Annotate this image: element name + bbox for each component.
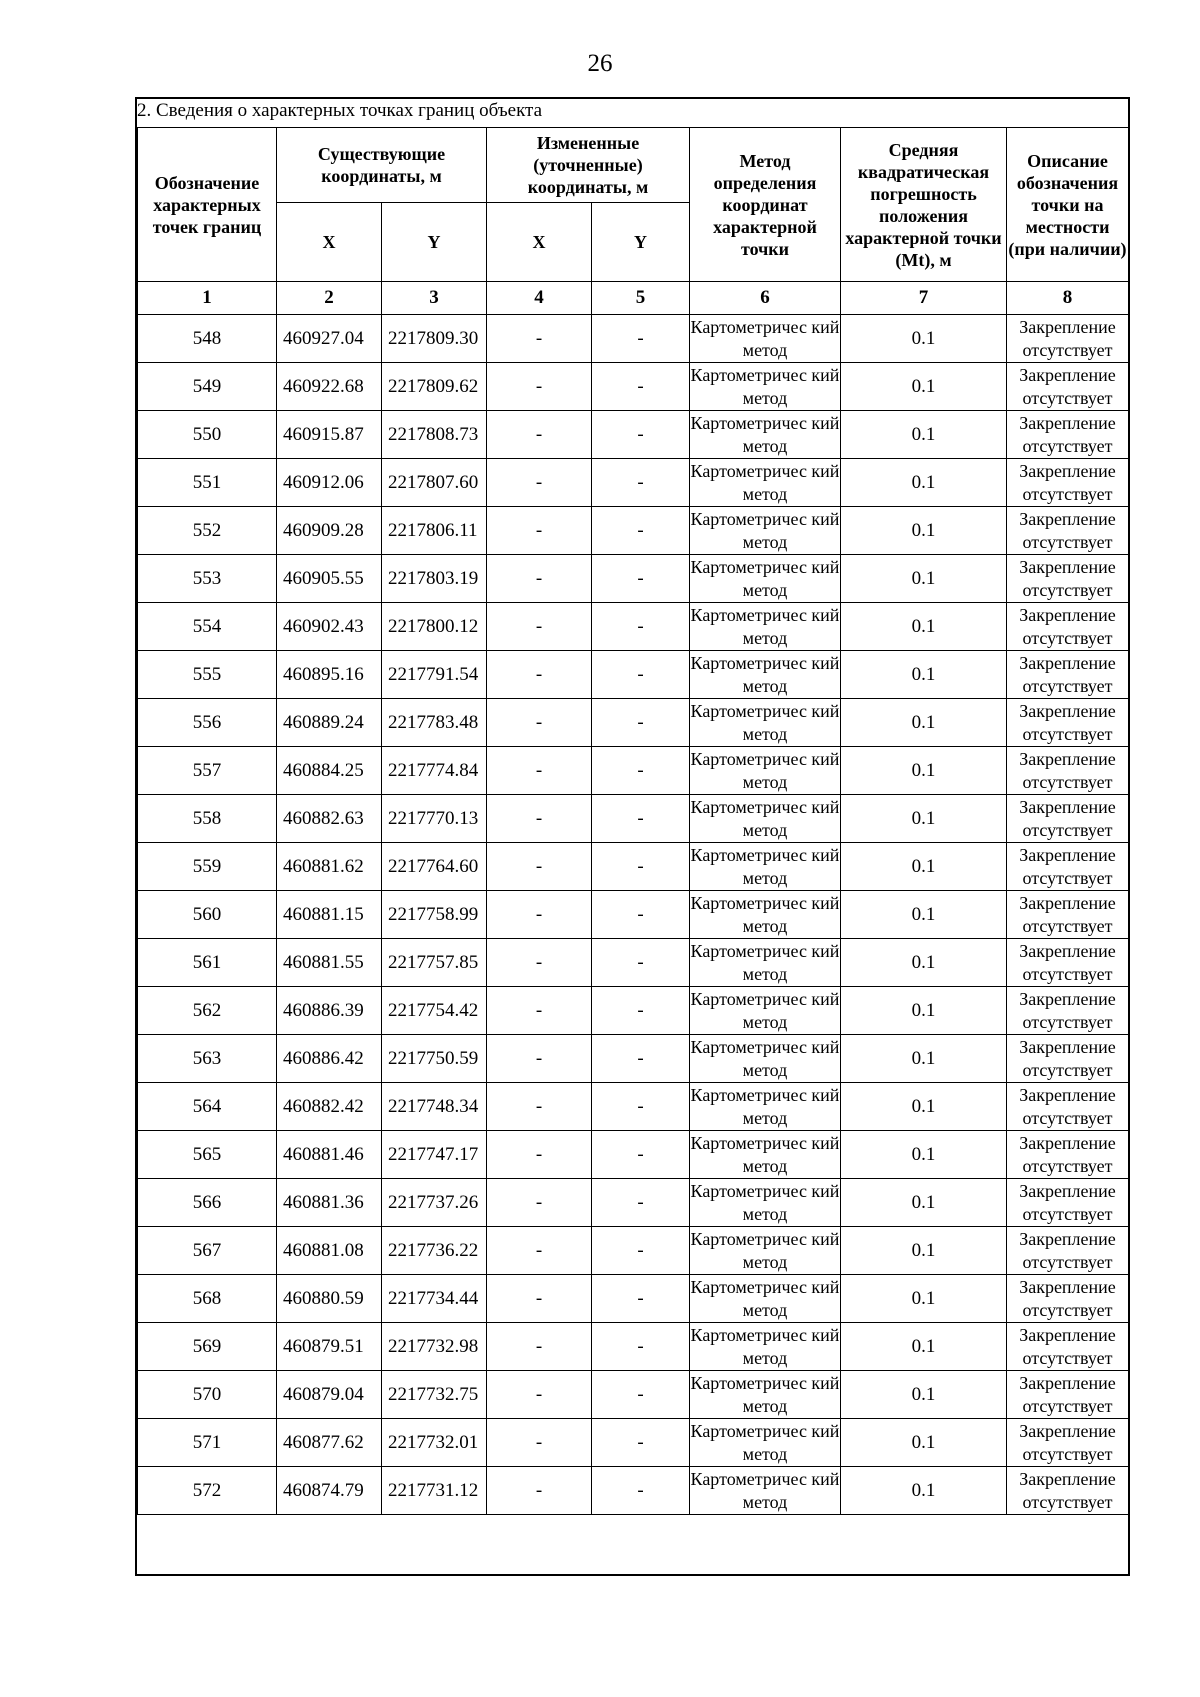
y-coord-cell: 2217803.19 (382, 555, 487, 603)
point-id-cell: 570 (138, 1371, 277, 1419)
y-changed-cell: - (592, 363, 690, 411)
table-row (138, 699, 1129, 747)
description-cell: Закрепление отсутствует (1007, 459, 1129, 507)
header-row (138, 128, 1129, 203)
x-coord-cell: 460909.28 (277, 507, 382, 555)
description-cell: Закрепление отсутствует (1007, 939, 1129, 987)
y-coord-cell: 2217800.12 (382, 603, 487, 651)
description-cell: Закрепление отсутствует (1007, 1179, 1129, 1227)
method-cell: Картометричес кий метод (690, 939, 841, 987)
error-cell: 0.1 (841, 1275, 1007, 1323)
y-coord-cell: 2217791.54 (382, 651, 487, 699)
x-changed-cell: - (487, 987, 592, 1035)
x-coord-cell: 460922.68 (277, 363, 382, 411)
x-coord-cell: 460881.15 (277, 891, 382, 939)
y-changed-cell: - (592, 891, 690, 939)
error-cell: 0.1 (841, 1035, 1007, 1083)
table-row (138, 507, 1129, 555)
method-cell: Картометричес кий метод (690, 1323, 841, 1371)
method-cell: Картометричес кий метод (690, 411, 841, 459)
section-title: 2. Сведения о характерных точках границ объекта (137, 100, 543, 121)
y-coord-cell: 2217750.59 (382, 1035, 487, 1083)
y-changed-cell: - (592, 315, 690, 363)
y-changed-cell: - (592, 459, 690, 507)
x-coord-cell: 460912.06 (277, 459, 382, 507)
x-changed-cell: - (487, 1131, 592, 1179)
x-coord-cell: 460882.63 (277, 795, 382, 843)
table-row (138, 1275, 1129, 1323)
description-cell: Закрепление отсутствует (1007, 363, 1129, 411)
point-id-cell: 564 (138, 1083, 277, 1131)
table-row (138, 891, 1129, 939)
y-changed-cell: - (592, 1275, 690, 1323)
header-point-id: Обозначение характерных точек границ (138, 128, 277, 282)
x-coord-cell: 460879.04 (277, 1371, 382, 1419)
point-id-cell: 556 (138, 699, 277, 747)
error-cell: 0.1 (841, 1179, 1007, 1227)
point-id-cell: 549 (138, 363, 277, 411)
header-x-existing: X (277, 203, 382, 282)
x-coord-cell: 460874.79 (277, 1467, 382, 1515)
error-cell: 0.1 (841, 651, 1007, 699)
y-changed-cell: - (592, 1035, 690, 1083)
method-cell: Картометричес кий метод (690, 699, 841, 747)
table-row (138, 1467, 1129, 1515)
error-cell: 0.1 (841, 1131, 1007, 1179)
point-id-cell: 560 (138, 891, 277, 939)
x-changed-cell: - (487, 1083, 592, 1131)
header-x-changed: X (487, 203, 592, 282)
x-changed-cell: - (487, 651, 592, 699)
y-coord-cell: 2217757.85 (382, 939, 487, 987)
y-coord-cell: 2217732.01 (382, 1419, 487, 1467)
x-coord-cell: 460877.62 (277, 1419, 382, 1467)
description-cell: Закрепление отсутствует (1007, 1467, 1129, 1515)
x-changed-cell: - (487, 699, 592, 747)
table-row (138, 795, 1129, 843)
x-coord-cell: 460884.25 (277, 747, 382, 795)
method-cell: Картометричес кий метод (690, 891, 841, 939)
point-id-cell: 565 (138, 1131, 277, 1179)
x-coord-cell: 460880.59 (277, 1275, 382, 1323)
x-changed-cell: - (487, 1275, 592, 1323)
table-row (138, 843, 1129, 891)
y-changed-cell: - (592, 843, 690, 891)
y-coord-cell: 2217774.84 (382, 747, 487, 795)
description-cell: Закрепление отсутствует (1007, 507, 1129, 555)
method-cell: Картометричес кий метод (690, 363, 841, 411)
column-number: 4 (487, 282, 592, 315)
point-id-cell: 561 (138, 939, 277, 987)
description-cell: Закрепление отсутствует (1007, 987, 1129, 1035)
y-changed-cell: - (592, 795, 690, 843)
error-cell: 0.1 (841, 1419, 1007, 1467)
x-changed-cell: - (487, 1323, 592, 1371)
x-coord-cell: 460879.51 (277, 1323, 382, 1371)
table-row (138, 603, 1129, 651)
point-id-cell: 557 (138, 747, 277, 795)
y-changed-cell: - (592, 939, 690, 987)
error-cell: 0.1 (841, 1083, 1007, 1131)
x-coord-cell: 460881.36 (277, 1179, 382, 1227)
method-cell: Картометричес кий метод (690, 1131, 841, 1179)
y-coord-cell: 2217758.99 (382, 891, 487, 939)
y-coord-cell: 2217783.48 (382, 699, 487, 747)
description-cell: Закрепление отсутствует (1007, 1131, 1129, 1179)
method-cell: Картометричес кий метод (690, 507, 841, 555)
description-cell: Закрепление отсутствует (1007, 1227, 1129, 1275)
x-changed-cell: - (487, 843, 592, 891)
error-cell: 0.1 (841, 507, 1007, 555)
error-cell: 0.1 (841, 555, 1007, 603)
column-number: 3 (382, 282, 487, 315)
table-row (138, 363, 1129, 411)
error-cell: 0.1 (841, 363, 1007, 411)
method-cell: Картометричес кий метод (690, 555, 841, 603)
method-cell: Картометричес кий метод (690, 987, 841, 1035)
x-coord-cell: 460881.55 (277, 939, 382, 987)
method-cell: Картометричес кий метод (690, 747, 841, 795)
x-changed-cell: - (487, 939, 592, 987)
x-changed-cell: - (487, 459, 592, 507)
method-cell: Картометричес кий метод (690, 1275, 841, 1323)
error-cell: 0.1 (841, 891, 1007, 939)
x-changed-cell: - (487, 1419, 592, 1467)
description-cell: Закрепление отсутствует (1007, 1083, 1129, 1131)
table-row (138, 1179, 1129, 1227)
column-number: 5 (592, 282, 690, 315)
table-row (138, 315, 1129, 363)
method-cell: Картометричес кий метод (690, 843, 841, 891)
x-coord-cell: 460905.55 (277, 555, 382, 603)
point-id-cell: 572 (138, 1467, 277, 1515)
x-changed-cell: - (487, 891, 592, 939)
method-cell: Картометричес кий метод (690, 315, 841, 363)
point-id-cell: 552 (138, 507, 277, 555)
column-number: 1 (138, 282, 277, 315)
y-coord-cell: 2217747.17 (382, 1131, 487, 1179)
x-coord-cell: 460927.04 (277, 315, 382, 363)
y-changed-cell: - (592, 1419, 690, 1467)
error-cell: 0.1 (841, 795, 1007, 843)
x-changed-cell: - (487, 747, 592, 795)
x-coord-cell: 460889.24 (277, 699, 382, 747)
method-cell: Картометричес кий метод (690, 1179, 841, 1227)
error-cell: 0.1 (841, 459, 1007, 507)
error-cell: 0.1 (841, 1323, 1007, 1371)
error-cell: 0.1 (841, 411, 1007, 459)
table-row (138, 1371, 1129, 1419)
header-y-changed: Y (592, 203, 690, 282)
x-changed-cell: - (487, 1371, 592, 1419)
x-changed-cell: - (487, 555, 592, 603)
point-id-cell: 550 (138, 411, 277, 459)
x-changed-cell: - (487, 315, 592, 363)
y-changed-cell: - (592, 555, 690, 603)
table-row (138, 987, 1129, 1035)
header-y-existing: Y (382, 203, 487, 282)
point-id-cell: 567 (138, 1227, 277, 1275)
point-id-cell: 563 (138, 1035, 277, 1083)
x-changed-cell: - (487, 1227, 592, 1275)
description-cell: Закрепление отсутствует (1007, 795, 1129, 843)
table-row (138, 747, 1129, 795)
column-number: 8 (1007, 282, 1129, 315)
x-coord-cell: 460895.16 (277, 651, 382, 699)
x-changed-cell: - (487, 603, 592, 651)
table-row (138, 1131, 1129, 1179)
y-changed-cell: - (592, 1467, 690, 1515)
description-cell: Закрепление отсутствует (1007, 651, 1129, 699)
description-cell: Закрепление отсутствует (1007, 843, 1129, 891)
description-cell: Закрепление отсутствует (1007, 747, 1129, 795)
y-coord-cell: 2217732.75 (382, 1371, 487, 1419)
x-changed-cell: - (487, 411, 592, 459)
method-cell: Картометричес кий метод (690, 1035, 841, 1083)
points-table (137, 127, 1129, 1515)
table-row (138, 555, 1129, 603)
y-changed-cell: - (592, 747, 690, 795)
y-changed-cell: - (592, 411, 690, 459)
y-changed-cell: - (592, 699, 690, 747)
y-coord-cell: 2217806.11 (382, 507, 487, 555)
point-id-cell: 555 (138, 651, 277, 699)
method-cell: Картометричес кий метод (690, 651, 841, 699)
point-id-cell: 566 (138, 1179, 277, 1227)
y-coord-cell: 2217734.44 (382, 1275, 487, 1323)
y-coord-cell: 2217770.13 (382, 795, 487, 843)
header-description: Описание обозначения точки на местности (при наличии) (1007, 128, 1129, 282)
point-id-cell: 562 (138, 987, 277, 1035)
header-method: Метод определения координат характерной точки (690, 128, 841, 282)
column-number: 7 (841, 282, 1007, 315)
x-changed-cell: - (487, 1467, 592, 1515)
error-cell: 0.1 (841, 1467, 1007, 1515)
point-id-cell: 551 (138, 459, 277, 507)
page-number: 26 (587, 50, 613, 77)
description-cell: Закрепление отсутствует (1007, 315, 1129, 363)
column-number: 2 (277, 282, 382, 315)
point-id-cell: 571 (138, 1419, 277, 1467)
description-cell: Закрепление отсутствует (1007, 603, 1129, 651)
table-row (138, 411, 1129, 459)
y-coord-cell: 2217737.26 (382, 1179, 487, 1227)
x-coord-cell: 460882.42 (277, 1083, 382, 1131)
method-cell: Картометричес кий метод (690, 603, 841, 651)
point-id-cell: 569 (138, 1323, 277, 1371)
x-coord-cell: 460886.42 (277, 1035, 382, 1083)
error-cell: 0.1 (841, 1371, 1007, 1419)
y-coord-cell: 2217736.22 (382, 1227, 487, 1275)
point-id-cell: 553 (138, 555, 277, 603)
point-id-cell: 559 (138, 843, 277, 891)
error-cell: 0.1 (841, 747, 1007, 795)
error-cell: 0.1 (841, 939, 1007, 987)
error-cell: 0.1 (841, 603, 1007, 651)
y-coord-cell: 2217764.60 (382, 843, 487, 891)
table-row (138, 1083, 1129, 1131)
y-coord-cell: 2217809.62 (382, 363, 487, 411)
y-changed-cell: - (592, 987, 690, 1035)
description-cell: Закрепление отсутствует (1007, 891, 1129, 939)
method-cell: Картометричес кий метод (690, 1083, 841, 1131)
method-cell: Картометричес кий метод (690, 795, 841, 843)
table-row (138, 459, 1129, 507)
y-changed-cell: - (592, 1179, 690, 1227)
x-changed-cell: - (487, 1179, 592, 1227)
x-coord-cell: 460881.62 (277, 843, 382, 891)
description-cell: Закрепление отсутствует (1007, 555, 1129, 603)
description-cell: Закрепление отсутствует (1007, 1371, 1129, 1419)
point-id-cell: 554 (138, 603, 277, 651)
description-cell: Закрепление отсутствует (1007, 1419, 1129, 1467)
y-changed-cell: - (592, 651, 690, 699)
description-cell: Закрепление отсутствует (1007, 1275, 1129, 1323)
point-id-cell: 558 (138, 795, 277, 843)
y-changed-cell: - (592, 1083, 690, 1131)
y-changed-cell: - (592, 1131, 690, 1179)
error-cell: 0.1 (841, 987, 1007, 1035)
error-cell: 0.1 (841, 843, 1007, 891)
y-coord-cell: 2217807.60 (382, 459, 487, 507)
description-cell: Закрепление отсутствует (1007, 1323, 1129, 1371)
point-id-cell: 568 (138, 1275, 277, 1323)
description-cell: Закрепление отсутствует (1007, 699, 1129, 747)
description-cell: Закрепление отсутствует (1007, 1035, 1129, 1083)
description-cell: Закрепление отсутствует (1007, 411, 1129, 459)
table-row (138, 1035, 1129, 1083)
y-coord-cell: 2217731.12 (382, 1467, 487, 1515)
header-changed-coords: Измененные (уточненные) координаты, м (487, 128, 690, 203)
x-changed-cell: - (487, 1035, 592, 1083)
y-changed-cell: - (592, 1323, 690, 1371)
y-changed-cell: - (592, 507, 690, 555)
method-cell: Картометричес кий метод (690, 1419, 841, 1467)
table-row (138, 1323, 1129, 1371)
header-error: Средняя квадратическая погрешность положения характерной точки (Mt), м (841, 128, 1007, 282)
y-changed-cell: - (592, 1371, 690, 1419)
column-number: 6 (690, 282, 841, 315)
x-coord-cell: 460915.87 (277, 411, 382, 459)
table-body (138, 315, 1129, 1515)
table-row (138, 1227, 1129, 1275)
table-row (138, 939, 1129, 987)
method-cell: Картометричес кий метод (690, 459, 841, 507)
x-changed-cell: - (487, 507, 592, 555)
method-cell: Картометричес кий метод (690, 1467, 841, 1515)
y-coord-cell: 2217754.42 (382, 987, 487, 1035)
y-coord-cell: 2217808.73 (382, 411, 487, 459)
point-id-cell: 548 (138, 315, 277, 363)
y-changed-cell: - (592, 603, 690, 651)
table-row (138, 1419, 1129, 1467)
error-cell: 0.1 (841, 699, 1007, 747)
y-changed-cell: - (592, 1227, 690, 1275)
x-coord-cell: 460881.08 (277, 1227, 382, 1275)
x-changed-cell: - (487, 795, 592, 843)
table-row (138, 651, 1129, 699)
header-existing-coords: Существующие координаты, м (277, 128, 487, 203)
x-coord-cell: 460881.46 (277, 1131, 382, 1179)
y-coord-cell: 2217748.34 (382, 1083, 487, 1131)
x-coord-cell: 460902.43 (277, 603, 382, 651)
error-cell: 0.1 (841, 1227, 1007, 1275)
error-cell: 0.1 (841, 315, 1007, 363)
y-coord-cell: 2217809.30 (382, 315, 487, 363)
method-cell: Картометричес кий метод (690, 1227, 841, 1275)
method-cell: Картометричес кий метод (690, 1371, 841, 1419)
x-coord-cell: 460886.39 (277, 987, 382, 1035)
column-number-row (138, 282, 1129, 315)
y-coord-cell: 2217732.98 (382, 1323, 487, 1371)
x-changed-cell: - (487, 363, 592, 411)
